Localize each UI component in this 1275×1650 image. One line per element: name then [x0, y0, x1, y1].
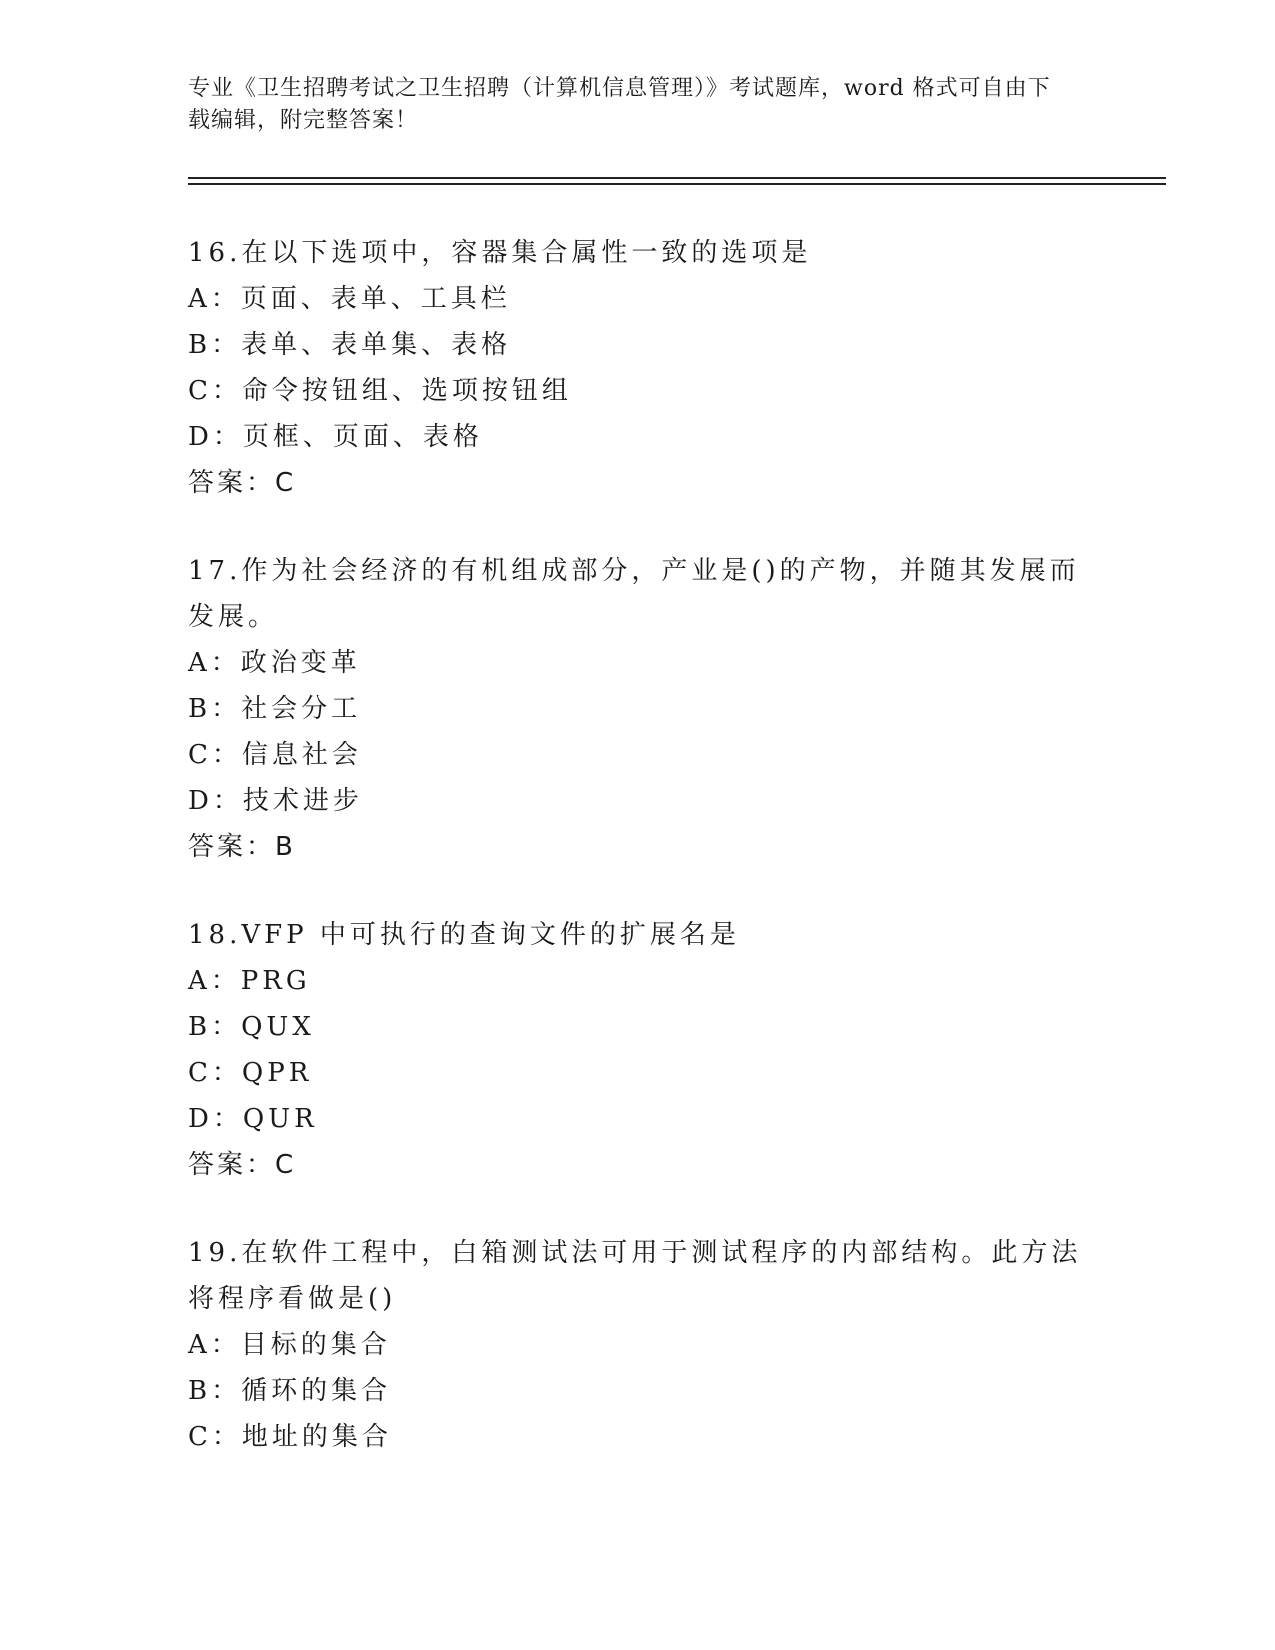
answer-line: 答案：B — [188, 832, 296, 862]
question-18 — [188, 912, 1088, 1188]
option-b: B：社会分工 — [188, 694, 362, 724]
option-b: B：循环的集合 — [188, 1376, 392, 1406]
option-d: D：技术进步 — [188, 786, 363, 816]
question-17 — [188, 548, 1088, 870]
option-a: A：政治变革 — [188, 648, 361, 678]
question-list — [188, 230, 1088, 1502]
option-c: C：命令按钮组、选项按钮组 — [188, 376, 572, 406]
question-16 — [188, 230, 1088, 506]
question-stem: 19.在软件工程中，白箱测试法可用于测试程序的内部结构。此方法将程序看做是() — [188, 1238, 1082, 1314]
option-b: B：表单、表单集、表格 — [188, 330, 512, 360]
option-d: D：页框、页面、表格 — [188, 422, 483, 452]
option-a: A：PRG — [188, 966, 311, 996]
answer-line: 答案：C — [188, 1150, 297, 1180]
document-intro: 专业《卫生招聘考试之卫生招聘（计算机信息管理）》考试题库，word 格式可自由下载编辑，附完整答案！ — [188, 76, 1051, 133]
option-d: D：QUR — [188, 1104, 318, 1134]
option-c: C：信息社会 — [188, 740, 362, 770]
header-rule-top — [188, 177, 1166, 179]
option-a: A：目标的集合 — [188, 1330, 391, 1360]
question-stem: 17.作为社会经济的有机组成部分，产业是()的产物，并随其发展而发展。 — [188, 556, 1080, 632]
question-stem: 18.VFP 中可执行的查询文件的扩展名是 — [188, 920, 740, 950]
option-c: C：QPR — [188, 1058, 313, 1088]
header-rule-bottom — [188, 183, 1166, 185]
answer-line: 答案：C — [188, 468, 297, 498]
option-b: B：QUX — [188, 1012, 315, 1042]
option-c: C：地址的集合 — [188, 1422, 392, 1452]
question-stem: 16.在以下选项中，容器集合属性一致的选项是 — [188, 238, 812, 268]
question-19 — [188, 1230, 1088, 1460]
option-a: A：页面、表单、工具栏 — [188, 284, 511, 314]
